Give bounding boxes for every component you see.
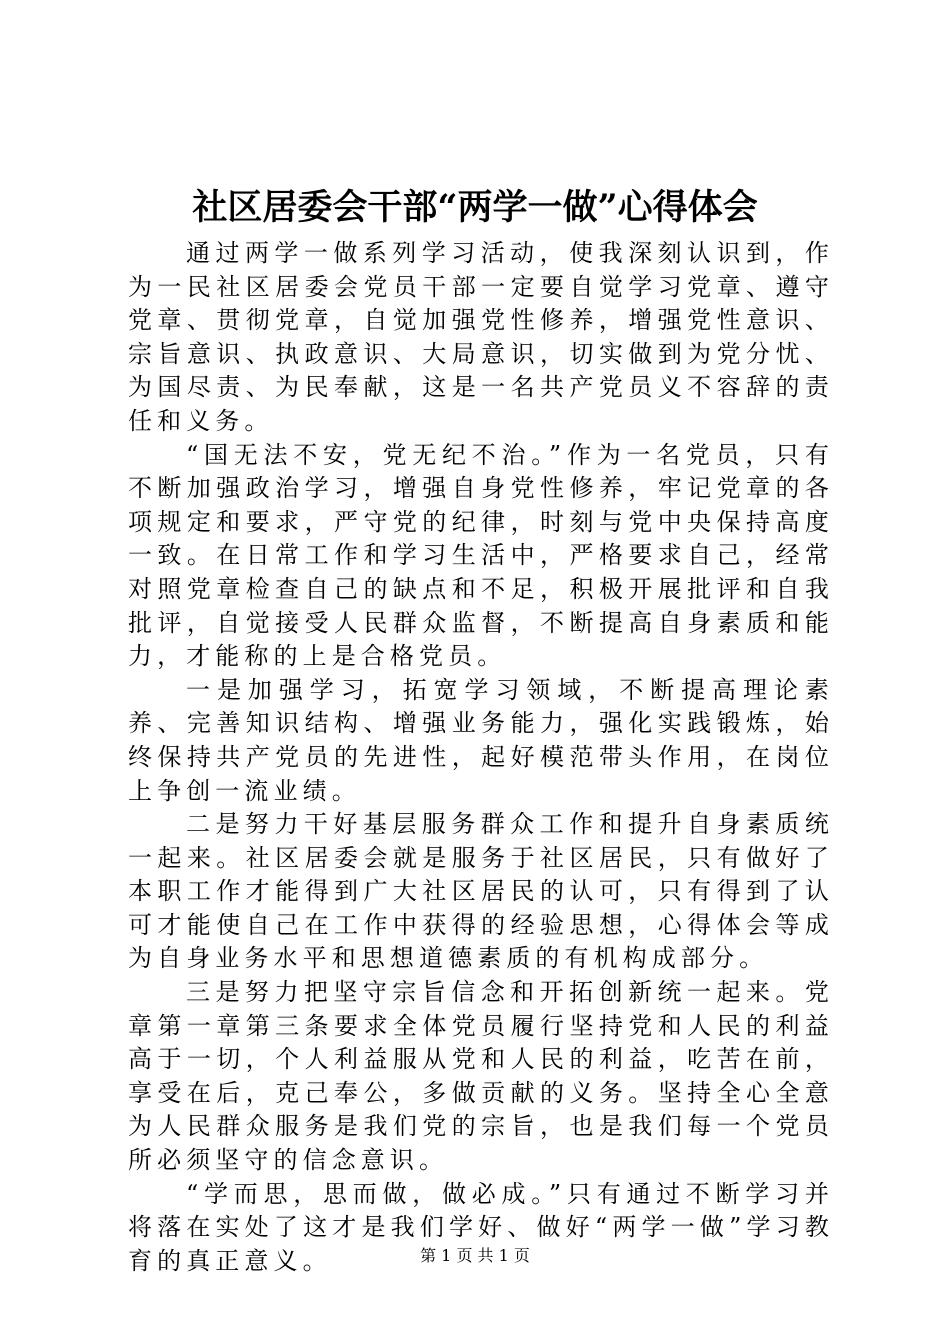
paragraph-4: 二是努力干好基层服务群众工作和提升自身素质统一起来。社区居委会就是服务于社区居民，只有做好了本职工作才能得到广大社区居民的认可，只有得到了认可才能使自己在工作中获得的经验思想，心得体会等成为自身业务水平和思想道德素质的有机构成部分。 (128, 810, 834, 973)
paragraph-2: “国无法不安，党无纪不治。”作为一名党员，只有不断加强政治学习，增强自身党性修养，牢记党章的各项规定和要求，严守党的纪律，时刻与党中央保持高度一致。在日常工作和学习生活中，严格要求自己，经常对照党章检查自己的缺点和不足，积极开展批评和自我批评，自觉接受人民群众监督，不断提高自身素质和能力，才能称的上是合格党员。 (128, 440, 834, 671)
page-footer: 第 1 页 共 1 页 (420, 1246, 530, 1265)
document-title: 社区居委会干部“两学一做”心得体会 (192, 187, 758, 228)
paragraph-5: 三是努力把坚守宗旨信念和开拓创新统一起来。党章第一章第三条要求全体党员履行坚持党和人民的利益高于一切，个人利益服从党和人民的利益，吃苦在前，享受在后，克己奉公，多做贡献的义务。坚持全心全意为人民群众服务是我们党的宗旨，也是我们每一个党员所必须坚守的信念意识。 (128, 978, 834, 1175)
paragraph-1: 通过两学一做系列学习活动，使我深刻认识到，作为一民社区居委会党员干部一定要自觉学习党章、遵守党章、贯彻党章，自觉加强党性修养，增强党性意识、宗旨意识、执政意识、大局意识，切实做到为党分忧、为国尽责、为民奉献，这是一名共产党员义不容辞的责任和义务。 (128, 239, 834, 435)
document-body (128, 237, 834, 1278)
paragraph-6: “学而思，思而做，做必成。”只有通过不断学习并将落在实处了这才是我们学好、做好“两学一做”学习教育的真正意义。 (128, 1179, 834, 1275)
paragraph-3: 一是加强学习，拓宽学习领域，不断提高理论素养、完善知识结构、增强业务能力，强化实践锻炼，始终保持共产党员的先进性，起好模范带头作用，在岗位上争创一流业绩。 (128, 675, 834, 805)
